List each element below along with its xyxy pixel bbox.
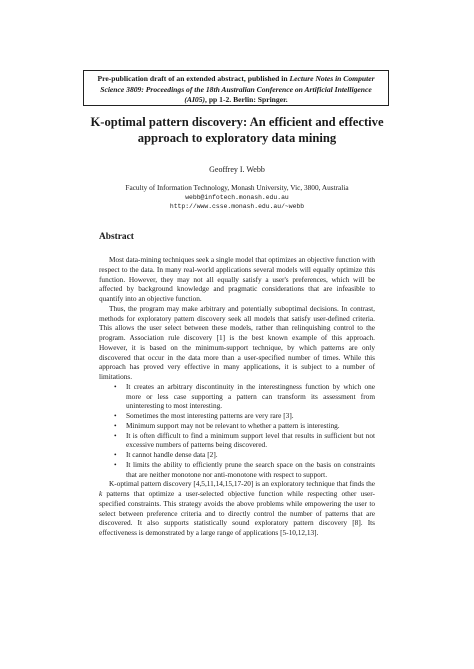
publication-notice (83, 70, 389, 106)
author-affiliation-block (60, 183, 414, 212)
list-item: • It cannot handle dense data [2]. (126, 450, 375, 460)
author-email: webb@infotech.monash.edu.au (185, 193, 289, 201)
abstract-body (99, 255, 375, 538)
affiliation: Faculty of Information Technology, Monash University, Vic, 3800, Australia (125, 183, 349, 192)
para3-rest: patterns that optimize a user-selected objective function while respecting other user-specified constraints. This strategy avoids the above problems while empowering the user to select between preference criteria and to directly control the number of patterns that are discovered. It also supports statistically sound exploratory pattern discovery [8]. Its effectiveness is demonstrated by a large range of applications [5-10,12,13]. (99, 489, 375, 537)
author-name: Geoffrey I. Webb (209, 165, 265, 174)
paper-title (60, 115, 414, 146)
abstract-paragraph-3 (99, 479, 375, 538)
list-item: • Sometimes the most interesting patterns are very rare [3]. (126, 411, 375, 421)
abstract-paragraph-2: Thus, the program may make arbitrary and potentially suboptimal decisions. In contrast, methods for exploratory pattern discovery seek all models that satisfy user-defined criteria. This allows the user select between these models, rather than relinquishing control to the program. Association rule discovery [1] is the best known example of this approach. However, it is based on the minimum-support technique, by which patterns are only discovered that occur in the data more than a user-specified number of times. While this approach has proved very effective in many applications, it is subject to a number of limitations. (99, 303, 375, 381)
list-item: • It limits the ability to efficiently prune the search space on the basis on constraints that are neither monotone nor anti-monotone with respect to support. (126, 460, 375, 480)
title-line-2: approach to exploratory data mining (137, 130, 337, 145)
abstract-paragraph-1: Most data-mining techniques seek a single model that optimizes an objective function with respect to the data. In many real-world applications several models will equally optimize this function. However, they may not all equally satisfy a user's preferences, which will be affected by background knowledge and pragmatic considerations that are infeasible to quantify into an objective function. (99, 255, 375, 303)
title-line-1: K-optimal pattern discovery: An efficient and effective (90, 115, 384, 129)
author-url: http://www.csse.monash.edu.au/~webb (169, 203, 305, 211)
notice-prefix: Pre-publication draft of an extended abstract, published in (97, 74, 290, 83)
list-item: • Minimum support may not be relevant to whether a pattern is interesting. (126, 421, 375, 431)
para3-start: K-optimal pattern discovery [4,5,11,14,15,17-20] is an exploratory technique that finds the (109, 479, 375, 489)
notice-series: Lecture Notes in Computer Science 3809: Proceedings of the 18th Australian Conference on Artificial Intelligence (AI05) (100, 74, 375, 105)
notice-suffix: , pp 1-2. Berlin: Springer. (205, 95, 288, 105)
abstract-heading: Abstract (99, 232, 134, 242)
list-item: • It is often difficult to find a minimum support level that results in sufficient but not excessive numbers of patterns being discovered. (126, 431, 375, 451)
limitations-list (99, 382, 375, 480)
list-item: • It creates an arbitrary discontinuity in the interestingness function by which one more or less case supporting a pattern can transform its assessment from uninteresting to most interesting. (126, 382, 375, 411)
para3-k: k (99, 489, 103, 498)
